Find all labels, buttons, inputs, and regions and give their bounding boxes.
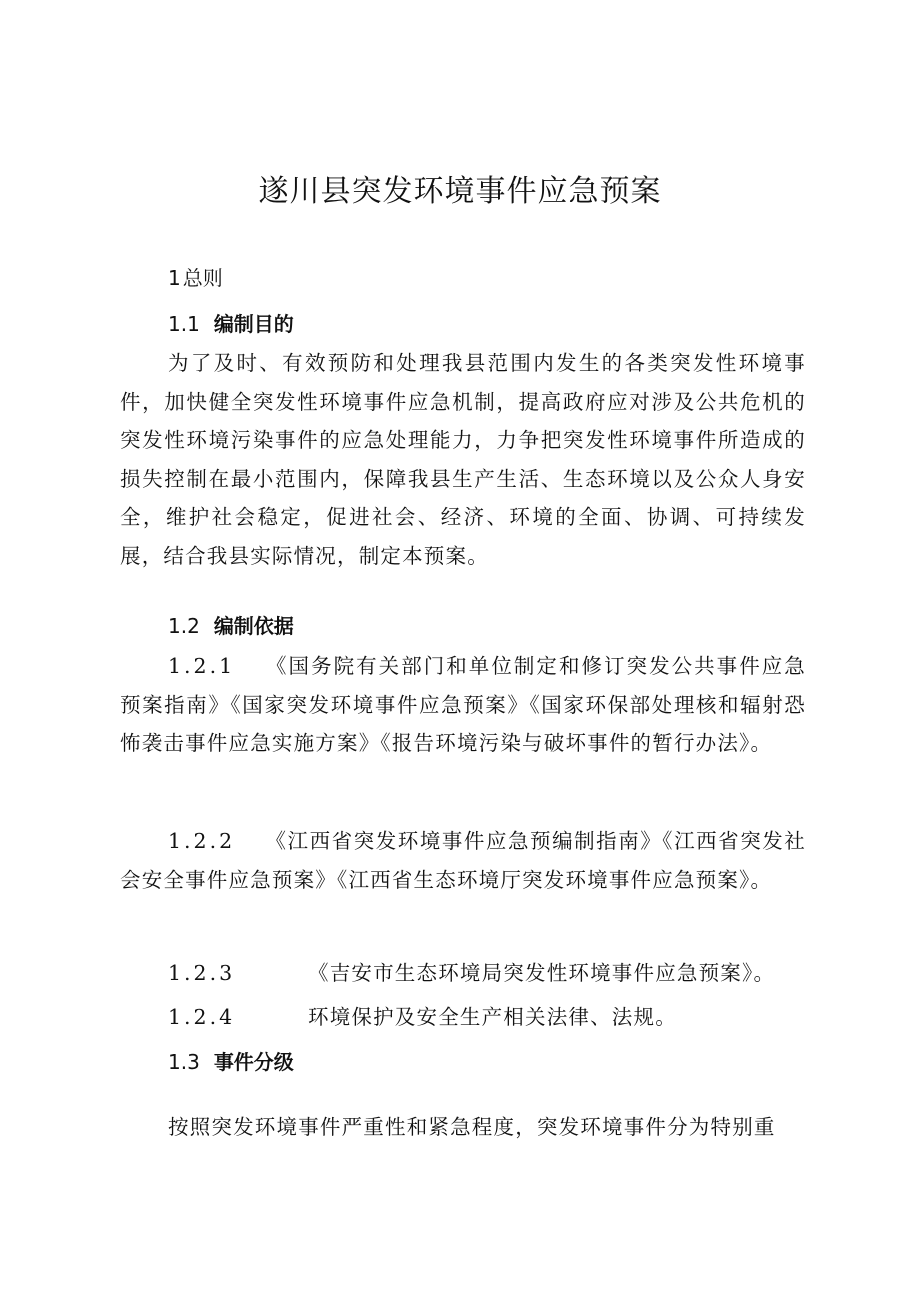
section-number: 1.2 [168, 614, 200, 638]
section-number: 1.3 [168, 1050, 200, 1074]
paragraph-purpose: 为了及时、有效预防和处理我县范围内发生的各类突发性环境事件，加快健全突发性环境事件应急机制，提高政府应对涉及公共危机的突发性环境污染事件的应急处理能力，力争把突发性环境事件所造成的损失控制在最小范围内，保障我县生产生活、生态环境以及公众人身安全，维护社会稳定，促进社会、经济、环境的全面、协调、可持续发展，结合我县实际情况，制定本预案。 [120, 351, 806, 568]
document-title: 遂川县突发环境事件应急预案 [258, 174, 662, 209]
section-heading-1 [168, 262, 223, 291]
section-heading-1-3 [168, 1046, 294, 1075]
section-title: 事件分级 [213, 1050, 294, 1074]
section-heading-1-1 [168, 308, 294, 337]
reference-text: 《吉安市生态环境局突发性环境事件应急预案》。 [308, 961, 776, 985]
section-number: 1.1 [168, 312, 200, 336]
reference-item-4 [168, 1000, 677, 1030]
section-heading-1-2 [168, 610, 294, 639]
section-number: 1 [168, 266, 181, 290]
reference-item-1 [120, 647, 806, 763]
section-title: 总则 [182, 266, 223, 290]
paragraph-classification: 按照突发环境事件严重性和紧急程度，突发环境事件分为特别重 [168, 1115, 776, 1139]
reference-text: 环境保护及安全生产相关法律、法规。 [308, 1005, 677, 1029]
reference-item-3 [168, 956, 775, 986]
reference-number: 1.2.3 [168, 961, 236, 985]
reference-item-2 [120, 822, 806, 899]
section-title: 编制目的 [213, 312, 294, 336]
reference-text: 《江西省突发环境事件应急预编制指南》《江西省突发社会安全事件应急预案》《江西省生态环境厅突发环境事件应急预案》。 [120, 829, 806, 892]
reference-number: 1.2.2 [168, 829, 236, 853]
reference-number: 1.2.4 [168, 1005, 236, 1029]
section-title: 编制依据 [213, 614, 294, 638]
reference-text: 《国务院有关部门和单位制定和修订突发公共事件应急预案指南》《国家突发环境事件应急预案》《国家环保部处理核和辐射恐怖袭击事件应急实施方案》《报告环境污染与破坏事件的暂行办法》。 [120, 654, 806, 756]
reference-number: 1.2.1 [168, 654, 236, 678]
